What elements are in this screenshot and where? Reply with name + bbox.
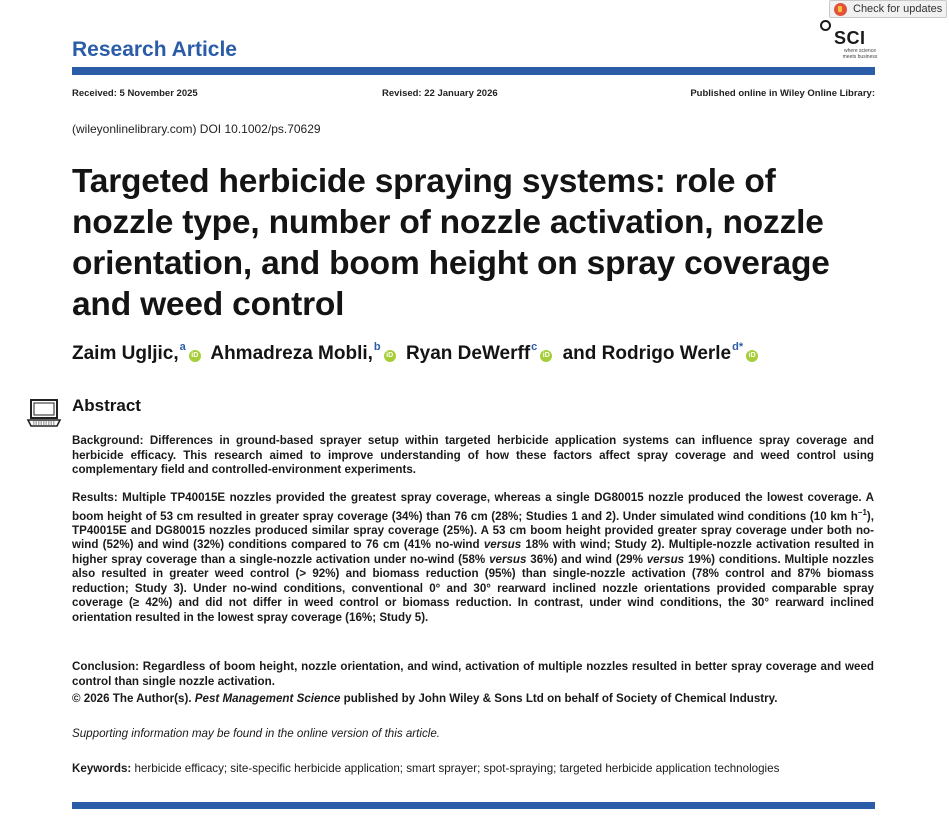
abstract-heading: Abstract	[72, 396, 141, 415]
results-text: 19%) conditions. Multiple nozzles also resulted in greater weed control (> 92%) and biomass reduction (95%) than single-nozzle activation (78% control and 87% biomass reduction; Study 3). Under no-wind conditions, conventional 0° and 30° rearward inclined nozzle orientations provided comparable spray coverage (≥ 42%) and did not differ in weed control or biomass reduction. In contrast, under wind conditions, the 30° rearward inclined orientation resulted in the lowest spray coverage (16%; Study 5).	[72, 552, 874, 624]
results-text: ), TP40015E and DG80015 nozzles produced similar spray coverage (25%). A 53 cm boom height provided greater spray coverage under both no-wind (52%) and wind (32%) conditions compared to 76 cm (41% no-wind	[72, 509, 874, 552]
results-versus: versus	[489, 552, 527, 566]
orcid-icon[interactable]: iD	[540, 350, 552, 362]
affiliation-mark[interactable]: c	[531, 341, 538, 353]
author-name[interactable]: Ryan DeWerff	[405, 343, 531, 364]
copyright-text: © 2026 The Author(s).	[72, 692, 195, 705]
orcid-icon[interactable]: iD	[384, 350, 396, 362]
copyright-line	[72, 692, 882, 705]
orcid-icon[interactable]: iD	[746, 350, 758, 362]
check-for-updates-label: Check for updates	[853, 3, 943, 15]
affiliation-mark[interactable]: b	[373, 341, 381, 353]
results-text: Results: Multiple TP40015E nozzles provided the greatest spray coverage, whereas a single DG80015 nozzle produced the lowest coverage. A boom height of 53 cm resulted in greater spray coverage (34%) than 76 cm (28%; Studies 1 and 2). Under simulated wind conditions (10 km h	[72, 491, 874, 523]
journal-name: Pest Management Science	[194, 692, 341, 705]
abstract-results	[72, 491, 874, 625]
keywords-label: Keywords:	[72, 762, 132, 775]
orcid-icon[interactable]: iD	[189, 350, 201, 362]
doi-line[interactable]: (wileyonlinelibrary.com) DOI 10.1002/ps.70629	[72, 122, 321, 136]
article-type: Research Article	[72, 38, 237, 61]
author-list	[72, 341, 882, 365]
footer-divider	[72, 802, 875, 809]
header-divider	[72, 67, 875, 75]
author-name[interactable]: Zaim Ugljic,	[72, 343, 179, 364]
published-online: Published online in Wiley Online Library:	[690, 88, 875, 99]
copyright-text: published by John Wiley & Sons Ltd on behalf of Society of Chemical Industry.	[340, 692, 778, 705]
update-icon	[834, 3, 847, 16]
revised-date: Revised: 22 January 2026	[382, 88, 498, 99]
logo-tagline: where science meets business	[842, 48, 878, 60]
results-versus: versus	[646, 552, 685, 566]
journal-logo	[818, 17, 878, 63]
received-date: Received: 5 November 2025	[72, 88, 198, 99]
article-title: Targeted herbicide spraying systems: role of nozzle type, number of nozzle activation, nozzle orientation, and boom height on spray coverage and weed control	[72, 163, 830, 323]
abstract-conclusion: Conclusion: Regardless of boom height, nozzle orientation, and wind, activation of multiple nozzles resulted in better spray coverage and weed control than single nozzle activation.	[72, 660, 874, 688]
keywords-text: herbicide efficacy; site-specific herbicide application; smart sprayer; spot-spraying; targeted herbicide application technologies	[131, 762, 780, 775]
laptop-icon	[26, 397, 62, 429]
results-text: 36%) and wind (29%	[526, 552, 647, 566]
logo-word: SCI	[834, 28, 866, 48]
keywords	[72, 761, 874, 776]
results-superscript: −1	[857, 507, 867, 517]
logo-ring-icon	[820, 20, 831, 31]
results-text: 18% with wind; Study 2). Multiple-nozzle activation resulted in higher spray coverage than a single-nozzle activation under no-wind (58%	[72, 538, 875, 566]
affiliation-mark[interactable]: d*	[732, 341, 744, 353]
check-for-updates-button[interactable]	[829, 0, 947, 18]
affiliation-mark[interactable]: a	[179, 341, 186, 353]
author-name[interactable]: and Rodrigo Werle	[562, 343, 732, 364]
abstract-background: Background: Differences in ground-based sprayer setup within targeted herbicide application systems can influence spray coverage and herbicide efficacy. This research aimed to improve understanding of how these factors affect spray coverage and weed control using complementary field and controlled-environment experiments.	[72, 434, 874, 476]
supporting-info: Supporting information may be found in the online version of this article.	[72, 727, 440, 740]
results-versus: versus	[483, 538, 522, 552]
author-name[interactable]: Ahmadreza Mobli,	[210, 343, 373, 364]
